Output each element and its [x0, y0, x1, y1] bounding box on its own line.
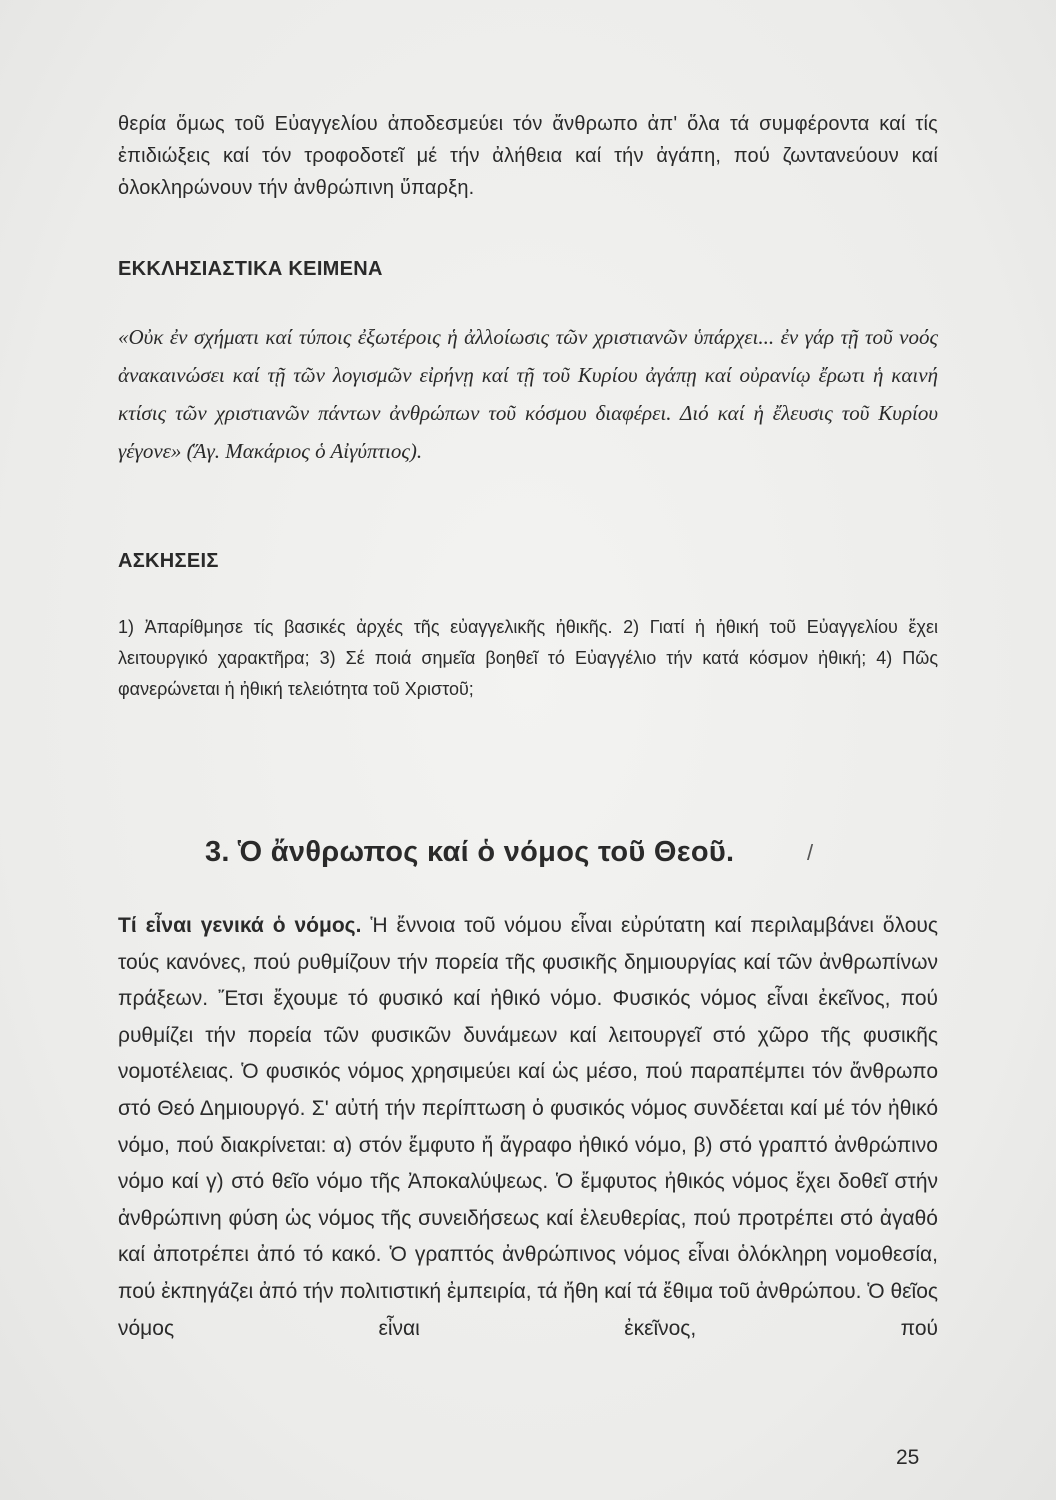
section-title: 3. Ὁ ἄνθρωπος καί ὁ νόμος τοῦ Θεοῦ. — [205, 836, 735, 868]
section-body: Ἡ ἔννοια τοῦ νόμου εἶναι εὐρύτατη καί περιλαμβάνει ὅλους τούς κανόνες, πού ρυθμίζουν τήν πορεία τῆς φυσικῆς δημιουργίας καί τῶν ἀνθρωπίνων πράξεων. Ἔτσι ἔχουμε τό φυσικό καί ἠθικό νόμο. Φυσικός νόμος εἶναι ἐκεῖνος, πού ρυθμίζει τήν πορεία τῶν φυσικῶν δυνάμεων καί λειτουργεῖ στό χῶρο τῆς φυσικῆς νομοτέλειας. Ὁ φυσικός νόμος χρησιμεύει καί ὡς μέσο, πού παραπέμπει τόν ἄνθρωπο στό Θεό Δημιουργό. Σ' αὐτή τήν περίπτωση ὁ φυσικός νόμος συνδέεται καί μέ τόν ἠθικό νόμο, πού διακρίνεται: α) στόν ἔμφυτο ἤ ἄγραφο ἠθικό νόμο, β) στό γραπτό ἀνθρώπινο νόμο καί γ) στό θεῖο νόμο τῆς Ἀποκαλύψεως. Ὁ ἔμφυτος ἠθικός νόμος ἔχει δοθεῖ στήν ἀνθρώπινη φύση ὡς νόμος τῆς συνειδήσεως καί ἐλευθερίας, πού προτρέπει στό ἀγαθό καί ἀποτρέπει ἀπό τό κακό. Ὁ γραπτός ἀνθρώπινος νόμος εἶναι ὁλόκληρη νομοθεσία, πού ἐκπηγάζει ἀπό τήν πολιτιστική ἐμπειρία, τά ἤθη καί τά ἔθιμα τοῦ ἀνθρώπου. Ὁ θεῖος νόμος εἶναι ἐκεῖνος, πού — [118, 914, 938, 1340]
page-number: 25 — [896, 1446, 920, 1469]
pencil-mark: / — [807, 840, 814, 865]
church-texts-heading: ΕΚΚΛΗΣΙΑΣΤΙΚΑ ΚΕΙΜΕΝΑ — [118, 258, 383, 280]
church-quote: «Οὐκ ἐν σχήματι καί τύποις ἐξωτέροις ἡ ἀλλοίωσις τῶν χριστιανῶν ὑπάρχει... ἐν γάρ τῇ τοῦ νοός ἀνακαινώσει καί τῇ τῶν λογισμῶν εἰρήνῃ καί τῇ τοῦ Κυρίου ἀγάπῃ καί οὐρανίῳ ἔρωτι ἡ καινή κτίσις τῶν χριστιανῶν πάντων ἀνθρώπων τοῦ κόσμου διαφέρει. Διό καί ἡ ἔλευσις τοῦ Κυρίου γέγονε» (Ἅγ. Μακάριος ὁ Αἰγύπτιος). — [118, 325, 938, 463]
section-paragraph — [118, 908, 938, 1347]
intro-paragraph: θερία ὅμως τοῦ Εὐαγγελίου ἀποδεσμεύει τόν ἄνθρωπο ἀπ' ὅλα τά συμφέροντα καί τίς ἐπιδιώξεις καί τόν τροφοδοτεῖ μέ τήν ἀλήθεια καί τήν ἀγάπη, πού ζωντανεύουν καί ὁλοκληρώνουν τήν ἀνθρώπινη ὕπαρξη. — [118, 113, 938, 199]
section-lead: Τί εἶναι γενικά ὁ νόμος. — [118, 914, 362, 937]
exercises-paragraph: 1) Ἀπαρίθμησε τίς βασικές ἀρχές τῆς εὐαγγελικῆς ἠθικῆς. 2) Γιατί ἡ ἠθική τοῦ Εὐαγγελίου ἔχει λειτουργικό χαρακτῆρα; 3) Σέ ποιά σημεῖα βοηθεῖ τό Εὐαγγέλιο τήν κατά κόσμον ἠθική; 4) Πῶς φανερώνεται ἡ ἠθική τελειότητα τοῦ Χριστοῦ; — [118, 617, 938, 699]
exercises-heading: ΑΣΚΗΣΕΙΣ — [118, 550, 219, 572]
